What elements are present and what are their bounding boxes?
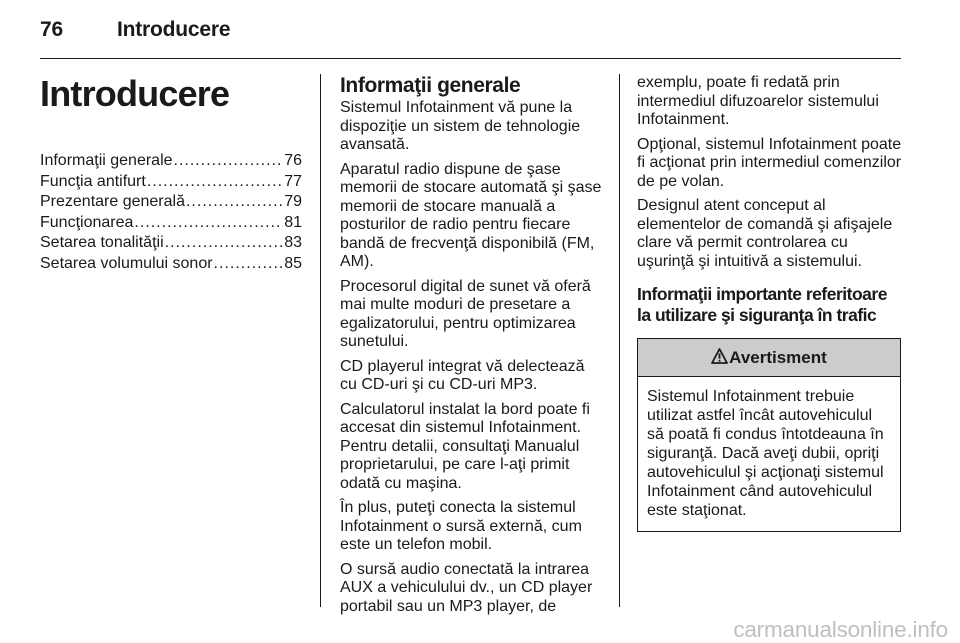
body-paragraph: Sistemul Infotainment vă pune la dispoziţie un sistem de tehnologie avansată. (340, 99, 581, 153)
header-rule (40, 58, 901, 59)
toc-leader-dots (214, 255, 284, 274)
body-paragraph: O sursă audio conectată la intrarea AUX a vehiculului dv., un CD player portabil sau un MP3 player, de (340, 560, 593, 615)
toc-label: Prezentare generală (40, 193, 185, 210)
toc-page-number: 76 (284, 152, 302, 169)
warning-header (638, 339, 900, 377)
body-paragraph: CD playerul integrat vă delectează cu CD-uri şi cu CD-uri MP3. (340, 357, 585, 393)
toc-label: Funcţionarea (40, 213, 134, 231)
body-paragraph: Procesorul digital de sunet vă oferă mai multe moduri de presetare a egalizatorului, pentru optimizarea sunetului. (340, 277, 591, 350)
column-1 (40, 74, 302, 275)
chapter-title: Introducere (40, 73, 230, 114)
toc-entry[interactable] (40, 214, 302, 235)
column-3 (637, 74, 902, 532)
toc-leader-dots (165, 234, 284, 253)
toc-page-number: 81 (284, 213, 302, 231)
toc-label: Setarea tonalităţii (40, 234, 164, 251)
subsection-heading: Informaţii importante referitoare la utilizare şi siguranţa în trafic (637, 284, 887, 325)
toc-leader-dots (174, 152, 284, 171)
section-heading: Informaţii generale (340, 74, 521, 97)
body-paragraph (637, 197, 902, 271)
running-title: Introducere (117, 18, 231, 41)
toc-page-number: 85 (284, 254, 302, 272)
body-paragraph: exemplu, poate fi redată prin intermediul difuzoarelor sistemului Infotainment. (637, 74, 879, 128)
toc-label: Funcţia antifurt (40, 172, 146, 190)
toc-leader-dots (134, 214, 283, 233)
column-divider-2 (619, 74, 620, 607)
page-number: 76 (40, 18, 63, 41)
body-paragraph-text: Designul atent conceput al elementelor de comandă şi afişajele clare vă permit controlarea cu uşurinţă şi intuitivă a sistemului. (637, 197, 893, 270)
toc-entry[interactable] (40, 152, 302, 173)
toc-leader-dots (147, 173, 283, 192)
toc-leader-dots (186, 193, 283, 212)
warning-triangle-icon (711, 340, 728, 377)
toc-label: Setarea volumului sonor (40, 254, 213, 272)
warning-title: Avertisment (729, 348, 827, 367)
column-divider-1 (320, 74, 321, 607)
toc-entry[interactable] (40, 173, 302, 194)
toc-entry[interactable] (40, 193, 302, 214)
body-paragraph: Opţional, sistemul Infotainment poate fi acţionat prin intermediul comenzilor de pe volan. (637, 135, 902, 190)
toc-entry[interactable] (40, 255, 302, 276)
body-paragraph: Aparatul radio dispune de şase memorii de stocare automată şi şase memorii de stocare manuală a posturilor de radio pentru fiecare bandă de frecvenţă disponibilă (FM, AM). (340, 160, 602, 270)
toc-page-number: 79 (284, 193, 302, 210)
warning-box (637, 338, 901, 532)
toc-page-number: 77 (284, 172, 302, 190)
toc-label: Informaţii generale (40, 152, 173, 169)
warning-text: Sistemul Infotainment trebuie utilizat astfel încât autovehiculul să poată fi condus întotdeauna în siguranţă. Dacă aveţi dubii, opriţi autovehiculul şi acţionaţi sistemul Infotainment când autovehiculul este staţionat. (647, 388, 884, 519)
column-2 (340, 74, 605, 616)
table-of-contents (40, 152, 302, 275)
body-paragraph: În plus, puteţi conecta la sistemul Infotainment o sursă externă, cum este un telefon mobil. (340, 499, 582, 553)
toc-page-number: 83 (284, 234, 302, 251)
toc-entry[interactable] (40, 234, 302, 255)
watermark: carmanualsonline.info (733, 617, 948, 642)
body-paragraph: Calculatorul instalat la bord poate fi accesat din sistemul Infotainment. Pentru detalii, consultaţi Manualul proprietarului, pe care l-aţi primit odată cu maşina. (340, 400, 590, 492)
